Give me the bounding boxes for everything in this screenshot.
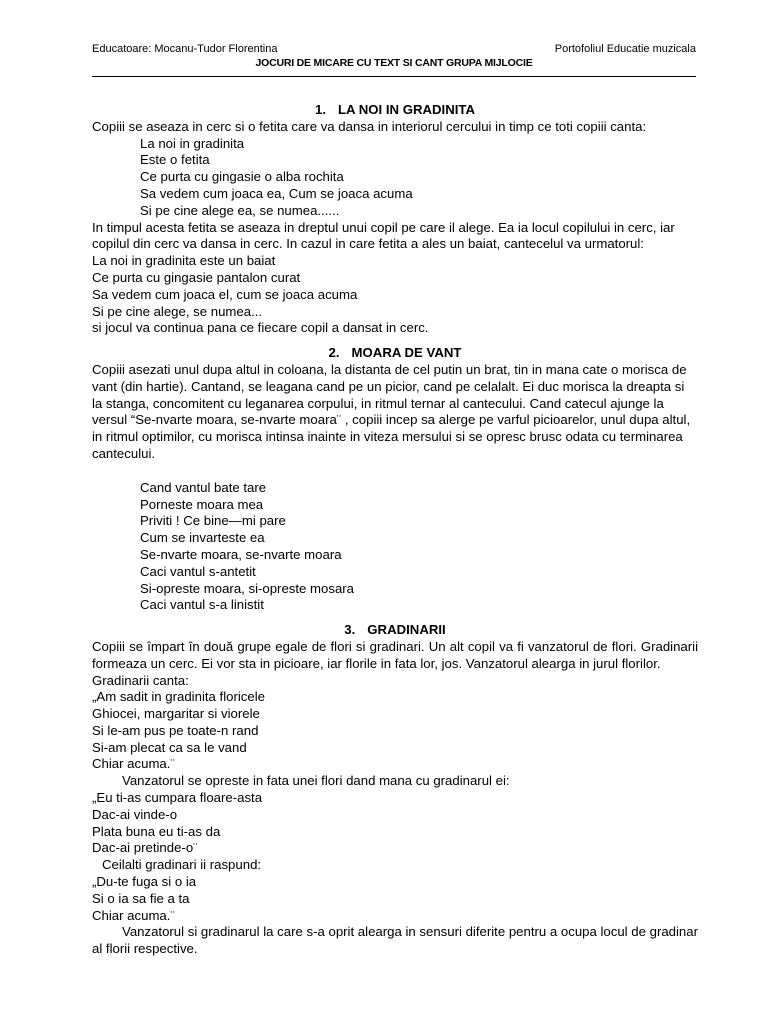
section-3-closing: Vanzatorul si gradinarul la care s-a oprit alearga in sensuri diferite pentru a ocupa locul de gradinar al florii respective. <box>92 924 698 957</box>
song-line: Cum se invarteste ea <box>140 530 265 546</box>
section-2-title: 2. MOARA DE VANT <box>328 345 462 361</box>
song-line: Priviti ! Ce bine—mi pare <box>140 513 286 529</box>
header-portfolio: Portofoliul Educatie muzicala <box>554 43 696 55</box>
song-line: Gradinarii canta: <box>92 672 189 688</box>
song-line: Chiar acuma.¨ <box>92 756 175 772</box>
song-line: Si o ia sa fie a ta <box>92 890 190 906</box>
song-line: Chiar acuma.¨ <box>92 907 175 923</box>
song-line: Se-nvarte moara, se-nvarte moara <box>140 546 342 562</box>
song-line: Si-am plecat ca sa le vand <box>92 739 247 755</box>
section-3-title: 3. GRADINARII <box>344 622 446 638</box>
song-line: „Am sadit in gradinita floricele <box>92 689 265 705</box>
song-line: Dac-ai vinde-o <box>92 806 178 822</box>
section-1-title: 1. LA NOI IN GRADINITA <box>315 102 475 117</box>
song-line: Si-opreste moara, si-opreste mosara <box>140 580 355 596</box>
header-rule <box>92 76 696 77</box>
song-line: „Eu ti-as cumpara floare-asta <box>92 790 263 806</box>
song-line: Sa vedem cum joaca ea, Cum se joaca acuma <box>140 185 413 201</box>
song-line: Cand vantul bate tare <box>140 479 267 495</box>
song-line: Sa vedem cum joaca el, cum se joaca acuma <box>92 286 358 302</box>
section-1-paragraph: In timpul acesta fetita se aseaza in dreptul unui copil pe care il alege. Ea ia locul copilului in cerc, iar copilul din cerc va dansa in cerc. In cazul in care fetita a ales un baiat, cantecelul va urmatorul: <box>92 219 675 252</box>
song-line: „Du-te fuga si o ia <box>92 874 197 890</box>
section-3-paragraph: Copiii se împart în două grupe egale de flori si gradinari. Un alt copil va fi vanzatorul de flori. Gradinarii formeaza un cerc. Ei vor sta in picioare, iar florile in fata lor, jos. Vanzatorul alearga in jurul florilor. <box>92 638 698 671</box>
song-line: Si pe cine alege ea, se numea...... <box>140 202 340 218</box>
section-1-closing: si jocul va continua pana ce fiecare copil a dansat in cerc. <box>92 320 429 336</box>
section-2-paragraph: Copiii asezati unul dupa altul in coloana, la distanta de cel putin un brat, tin in mana cate o morisca de vant (din hartie). Cantand, se leagana cand pe un picior, cand pe celalalt. Ei duc morisca la dreapta si la stanga, concomitent cu leganarea corpului, in ritmul ternar al cantecului. Cand catecul ajunge la versul “Se-nvarte moara, se-nvarte moara¨ , copiii incep sa alerge pe varful picioarelor, unul dupa altul, in ritmul optimilor, cu morisca intinsa inainte in viteza mersului si se opresc brusc odata cu terminarea cantecului. <box>92 361 691 461</box>
section-1-intro: Copiii se aseaza in cerc si o fetita care va dansa in interiorul cercului in timp ce toti copiii canta: <box>92 118 647 134</box>
song-line: Ghiocei, margaritar si viorele <box>92 706 260 722</box>
section-3-narration: Vanzatorul se opreste in fata unei flori dand mana cu gradinarul ei: <box>122 773 510 789</box>
song-line: Porneste moara mea <box>140 496 264 512</box>
song-line: Caci vantul s-antetit <box>140 563 256 579</box>
song-line: Este o fetita <box>140 152 210 168</box>
document-body <box>92 102 698 958</box>
header-title: JOCURI DE MICARE CU TEXT SI CANT GRUPA MIJLOCIE <box>255 57 533 69</box>
song-line: Plata buna eu ti-as da <box>92 823 221 839</box>
song-line: Si pe cine alege, se numea... <box>92 303 263 319</box>
song-line: Ce purta cu gingasie o alba rochita <box>140 169 344 185</box>
song-line: Ce purta cu gingasie pantalon curat <box>92 269 301 285</box>
song-line: Si le-am pus pe toate-n rand <box>92 722 259 738</box>
header-author: Educatoare: Mocanu-Tudor Florentina <box>92 43 278 55</box>
song-line: Caci vantul s-a linistit <box>140 597 264 613</box>
song-line: La noi in gradinita <box>140 135 245 151</box>
section-3-narration: Ceilalti gradinari ii raspund: <box>102 857 262 873</box>
song-line: Dac-ai pretinde-o¨ <box>92 840 198 856</box>
song-line: La noi in gradinita este un baiat <box>92 253 276 269</box>
